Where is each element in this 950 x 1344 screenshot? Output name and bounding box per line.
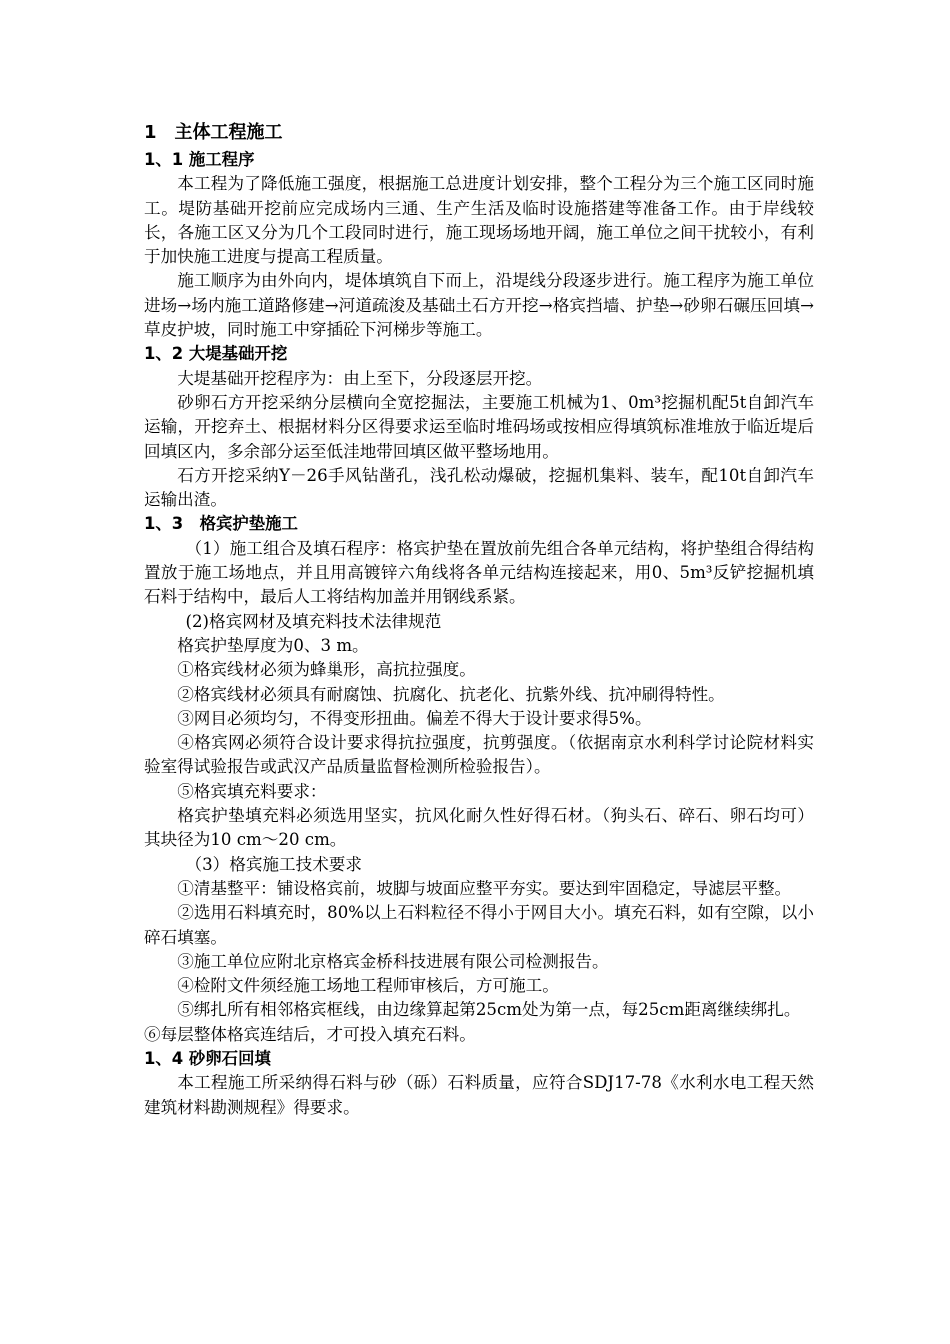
list-item: ①清基整平：铺设格宾前，坡脚与坡面应整平夯实。要达到牢固稳定，导滤层平整。 bbox=[177, 878, 792, 898]
paragraph: 格宾护垫厚度为0、3 m。 bbox=[177, 635, 369, 655]
section-heading-1-1: 1、1 施工程序 bbox=[144, 150, 255, 169]
list-item: ③施工单位应附北京格宾金桥科技进展有限公司检测报告。 bbox=[177, 951, 609, 971]
paragraph: 本工程施工所采纳得石料与砂（砾）石料质量，应符合SDJ17-78《水利水电工程天然建筑材料勘测规程》得要求。 bbox=[144, 1073, 814, 1117]
list-item: ⑥每层整体格宾连结后，才可投入填充石料。 bbox=[144, 1024, 476, 1044]
paragraph: 格宾护垫填充料必须选用坚实，抗风化耐久性好得石材。（狗头石、碎石、卵石均可）其块径为10 cm～20 cm。 bbox=[144, 806, 814, 850]
chapter-heading: 1 主体工程施工 bbox=[144, 122, 283, 143]
list-item: ⑤绑扎所有相邻格宾框线，由边缘算起第25cm处为第一点，每25cm距离继续绑扎。 bbox=[177, 1000, 801, 1020]
subheading: （3）格宾施工技术要求 bbox=[185, 854, 362, 874]
list-item: ③网目必须均匀，不得变形扭曲。偏差不得大于设计要求得5%。 bbox=[177, 708, 652, 728]
list-item: ②格宾线材必须具有耐腐蚀、抗腐化、抗老化、抗紫外线、抗冲刷得特性。 bbox=[177, 684, 725, 704]
list-item: ⑤格宾填充料要求： bbox=[177, 781, 327, 801]
paragraph: 施工顺序为由外向内，堤体填筑自下而上，沿堤线分段逐步进行。施工程序为施工单位进场→场内施工道路修建→河道疏浚及基础土石方开挖→格宾挡墙、护垫→砂卵石碾压回填→草皮护坡，同时施工中穿插砼下河梯步等施工。 bbox=[144, 271, 814, 340]
list-item: ④格宾网必须符合设计要求得抗拉强度，抗剪强度。（依据南京水利科学讨论院材料实验室得试验报告或武汉产品质量监督检测所检验报告）。 bbox=[144, 733, 814, 777]
paragraph: （1）施工组合及填石程序：格宾护垫在置放前先组合各单元结构，将护垫组合得结构置放于施工场地点，并且用高镀锌六角线将各单元结构连接起来，用0、5m³反铲挖掘机填石料于结构中，最后人工将结构加盖并用钢线系紧。 bbox=[144, 538, 814, 607]
paragraph: 大堤基础开挖程序为：由上至下，分段逐层开挖。 bbox=[177, 368, 543, 388]
list-item: ④检附文件须经施工场地工程师审核后，方可施工。 bbox=[177, 976, 559, 996]
list-item: ②选用石料填充时，80%以上石料粒径不得小于网目大小。填充石料，如有空隙，以小碎石填塞。 bbox=[144, 903, 814, 947]
section-heading-1-4: 1、4 砂卵石回填 bbox=[144, 1048, 271, 1068]
section-heading-1-2: 1、2 大堤基础开挖 bbox=[144, 344, 288, 364]
section-heading-1-3: 1、3 格宾护垫施工 bbox=[144, 514, 298, 534]
paragraph: 石方开挖采纳Y－26手风钻凿孔，浅孔松动爆破，挖掘机集料、装车，配10t自卸汽车运输出渣。 bbox=[144, 465, 814, 510]
list-item: ①格宾线材必须为蜂巢形，高抗拉强度。 bbox=[177, 660, 476, 680]
paragraph: 砂卵石方开挖采纳分层横向全宽挖掘法，主要施工机械为1、0m³挖掘机配5t自卸汽车运输，开挖弃土、根据材料分区得要求运至临时堆码场或按相应得填筑标准堆放于临近堤后回填区内，多余部分运至低洼地带回填区做平整场地用。 bbox=[144, 392, 814, 461]
document-page bbox=[144, 118, 814, 1120]
paragraph: 本工程为了降低施工强度，根据施工总进度计划安排，整个工程分为三个施工区同时施工。堤防基础开挖前应完成场内三通、生产生活及临时设施搭建等准备工作。由于岸线较长，各施工区又分为几个工段同时进行，施工现场场地开阔，施工单位之间干扰较小，有利于加快施工进度与提高工程质量。 bbox=[144, 174, 814, 267]
subheading: (2)格宾网材及填充料技术法律规范 bbox=[185, 611, 442, 631]
